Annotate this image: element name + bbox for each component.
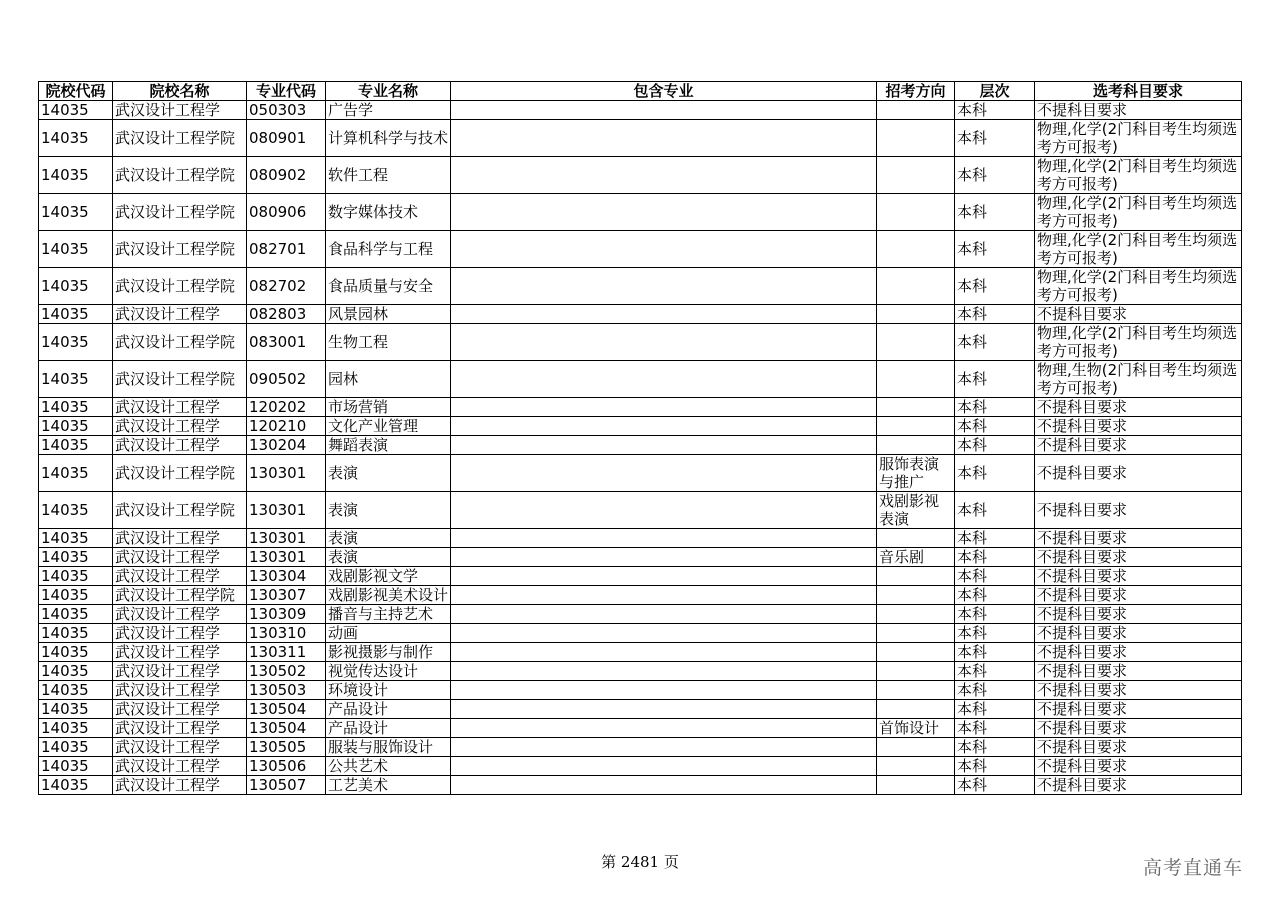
cell-subject-requirement: 不提科目要求 xyxy=(1035,719,1242,738)
cell-major-name: 戏剧影视文学 xyxy=(326,567,451,586)
cell-level: 本科 xyxy=(955,624,1035,643)
cell-direction xyxy=(877,624,955,643)
cell-school-code: 14035 xyxy=(39,757,113,776)
table-row xyxy=(39,436,1242,455)
col-header-school-name: 院校名称 xyxy=(113,82,247,101)
cell-direction xyxy=(877,101,955,120)
cell-major-code: 130504 xyxy=(247,700,326,719)
table-row xyxy=(39,194,1242,231)
table-row xyxy=(39,492,1242,529)
cell-major-name: 产品设计 xyxy=(326,719,451,738)
cell-school-name: 武汉设计工程学 xyxy=(113,681,247,700)
cell-school-name: 武汉设计工程学 xyxy=(113,567,247,586)
cell-direction: 戏剧影视表演 xyxy=(877,492,955,529)
cell-school-code: 14035 xyxy=(39,681,113,700)
cell-direction: 首饰设计 xyxy=(877,719,955,738)
cell-school-name: 武汉设计工程学院 xyxy=(113,361,247,398)
cell-major-code: 130304 xyxy=(247,567,326,586)
cell-direction xyxy=(877,586,955,605)
cell-major-code: 130507 xyxy=(247,776,326,795)
cell-school-name: 武汉设计工程学院 xyxy=(113,586,247,605)
cell-school-name: 武汉设计工程学 xyxy=(113,101,247,120)
cell-major-code: 130301 xyxy=(247,455,326,492)
cell-included-majors xyxy=(451,157,877,194)
cell-subject-requirement: 不提科目要求 xyxy=(1035,417,1242,436)
cell-school-code: 14035 xyxy=(39,120,113,157)
cell-included-majors xyxy=(451,268,877,305)
cell-level: 本科 xyxy=(955,305,1035,324)
cell-direction xyxy=(877,605,955,624)
cell-subject-requirement: 不提科目要求 xyxy=(1035,398,1242,417)
cell-major-code: 120210 xyxy=(247,417,326,436)
cell-direction xyxy=(877,700,955,719)
cell-direction xyxy=(877,305,955,324)
cell-school-code: 14035 xyxy=(39,548,113,567)
table-header xyxy=(39,82,1242,101)
cell-major-name: 表演 xyxy=(326,529,451,548)
cell-school-name: 武汉设计工程学院 xyxy=(113,194,247,231)
cell-school-name: 武汉设计工程学 xyxy=(113,398,247,417)
cell-direction: 音乐剧 xyxy=(877,548,955,567)
cell-school-name: 武汉设计工程学 xyxy=(113,305,247,324)
col-header-direction: 招考方向 xyxy=(877,82,955,101)
cell-school-name: 武汉设计工程学院 xyxy=(113,120,247,157)
cell-major-name: 工艺美术 xyxy=(326,776,451,795)
cell-major-code: 083001 xyxy=(247,324,326,361)
table-row xyxy=(39,624,1242,643)
table-row xyxy=(39,776,1242,795)
cell-school-name: 武汉设计工程学 xyxy=(113,776,247,795)
cell-major-code: 130311 xyxy=(247,643,326,662)
cell-school-code: 14035 xyxy=(39,643,113,662)
cell-major-code: 130310 xyxy=(247,624,326,643)
cell-included-majors xyxy=(451,305,877,324)
cell-major-code: 080901 xyxy=(247,120,326,157)
cell-major-name: 文化产业管理 xyxy=(326,417,451,436)
col-header-major-code: 专业代码 xyxy=(247,82,326,101)
cell-level: 本科 xyxy=(955,492,1035,529)
cell-level: 本科 xyxy=(955,643,1035,662)
cell-major-code: 130503 xyxy=(247,681,326,700)
cell-level: 本科 xyxy=(955,101,1035,120)
table-row xyxy=(39,662,1242,681)
cell-level: 本科 xyxy=(955,567,1035,586)
col-header-major-name: 专业名称 xyxy=(326,82,451,101)
cell-subject-requirement: 不提科目要求 xyxy=(1035,643,1242,662)
table-row xyxy=(39,605,1242,624)
cell-level: 本科 xyxy=(955,324,1035,361)
cell-school-name: 武汉设计工程学 xyxy=(113,719,247,738)
cell-major-name: 服装与服饰设计 xyxy=(326,738,451,757)
table-row xyxy=(39,268,1242,305)
cell-subject-requirement: 不提科目要求 xyxy=(1035,738,1242,757)
col-header-subject-requirement: 选考科目要求 xyxy=(1035,82,1242,101)
cell-included-majors xyxy=(451,548,877,567)
cell-school-name: 武汉设计工程学院 xyxy=(113,231,247,268)
cell-subject-requirement: 物理,化学(2门科目考生均须选考方可报考) xyxy=(1035,157,1242,194)
table-row xyxy=(39,101,1242,120)
cell-school-code: 14035 xyxy=(39,361,113,398)
cell-level: 本科 xyxy=(955,548,1035,567)
cell-direction xyxy=(877,417,955,436)
cell-direction xyxy=(877,361,955,398)
cell-major-name: 表演 xyxy=(326,455,451,492)
cell-direction xyxy=(877,436,955,455)
cell-major-code: 130506 xyxy=(247,757,326,776)
cell-level: 本科 xyxy=(955,586,1035,605)
cell-included-majors xyxy=(451,120,877,157)
cell-level: 本科 xyxy=(955,455,1035,492)
cell-included-majors xyxy=(451,757,877,776)
cell-school-name: 武汉设计工程学 xyxy=(113,662,247,681)
cell-direction xyxy=(877,231,955,268)
cell-level: 本科 xyxy=(955,700,1035,719)
cell-school-name: 武汉设计工程学 xyxy=(113,417,247,436)
cell-major-name: 环境设计 xyxy=(326,681,451,700)
cell-subject-requirement: 物理,化学(2门科目考生均须选考方可报考) xyxy=(1035,194,1242,231)
cell-included-majors xyxy=(451,101,877,120)
cell-major-name: 数字媒体技术 xyxy=(326,194,451,231)
cell-major-code: 130502 xyxy=(247,662,326,681)
table-row xyxy=(39,417,1242,436)
cell-subject-requirement: 物理,化学(2门科目考生均须选考方可报考) xyxy=(1035,231,1242,268)
cell-subject-requirement: 不提科目要求 xyxy=(1035,529,1242,548)
cell-major-code: 050303 xyxy=(247,101,326,120)
table-row xyxy=(39,681,1242,700)
cell-major-code: 080902 xyxy=(247,157,326,194)
cell-subject-requirement: 不提科目要求 xyxy=(1035,586,1242,605)
cell-direction: 服饰表演与推广 xyxy=(877,455,955,492)
cell-major-code: 080906 xyxy=(247,194,326,231)
cell-school-code: 14035 xyxy=(39,455,113,492)
cell-direction xyxy=(877,157,955,194)
cell-school-code: 14035 xyxy=(39,101,113,120)
cell-major-code: 082701 xyxy=(247,231,326,268)
cell-subject-requirement: 不提科目要求 xyxy=(1035,700,1242,719)
cell-included-majors xyxy=(451,776,877,795)
cell-subject-requirement: 物理,化学(2门科目考生均须选考方可报考) xyxy=(1035,324,1242,361)
cell-level: 本科 xyxy=(955,605,1035,624)
cell-included-majors xyxy=(451,643,877,662)
cell-level: 本科 xyxy=(955,268,1035,305)
table-row xyxy=(39,305,1242,324)
cell-direction xyxy=(877,268,955,305)
table-row xyxy=(39,586,1242,605)
cell-level: 本科 xyxy=(955,194,1035,231)
cell-included-majors xyxy=(451,662,877,681)
cell-level: 本科 xyxy=(955,120,1035,157)
cell-included-majors xyxy=(451,361,877,398)
cell-school-code: 14035 xyxy=(39,738,113,757)
cell-subject-requirement: 不提科目要求 xyxy=(1035,567,1242,586)
cell-included-majors xyxy=(451,455,877,492)
cell-subject-requirement: 不提科目要求 xyxy=(1035,101,1242,120)
cell-included-majors xyxy=(451,719,877,738)
cell-direction xyxy=(877,757,955,776)
cell-direction xyxy=(877,662,955,681)
cell-subject-requirement: 物理,化学(2门科目考生均须选考方可报考) xyxy=(1035,268,1242,305)
table-row xyxy=(39,455,1242,492)
cell-school-code: 14035 xyxy=(39,305,113,324)
cell-included-majors xyxy=(451,529,877,548)
cell-school-name: 武汉设计工程学院 xyxy=(113,455,247,492)
cell-included-majors xyxy=(451,567,877,586)
cell-level: 本科 xyxy=(955,436,1035,455)
cell-direction xyxy=(877,681,955,700)
cell-school-code: 14035 xyxy=(39,776,113,795)
cell-subject-requirement: 不提科目要求 xyxy=(1035,436,1242,455)
cell-included-majors xyxy=(451,436,877,455)
cell-subject-requirement: 不提科目要求 xyxy=(1035,624,1242,643)
cell-major-code: 130301 xyxy=(247,529,326,548)
cell-major-name: 软件工程 xyxy=(326,157,451,194)
cell-direction xyxy=(877,643,955,662)
cell-school-code: 14035 xyxy=(39,436,113,455)
cell-major-name: 表演 xyxy=(326,548,451,567)
table-row xyxy=(39,231,1242,268)
cell-major-code: 090502 xyxy=(247,361,326,398)
cell-school-name: 武汉设计工程学 xyxy=(113,436,247,455)
cell-major-name: 市场营销 xyxy=(326,398,451,417)
cell-direction xyxy=(877,120,955,157)
cell-major-name: 产品设计 xyxy=(326,700,451,719)
cell-major-code: 120202 xyxy=(247,398,326,417)
cell-included-majors xyxy=(451,605,877,624)
admission-table xyxy=(38,81,1242,795)
cell-level: 本科 xyxy=(955,361,1035,398)
table-row xyxy=(39,324,1242,361)
cell-school-code: 14035 xyxy=(39,605,113,624)
cell-school-name: 武汉设计工程学院 xyxy=(113,268,247,305)
cell-major-name: 食品科学与工程 xyxy=(326,231,451,268)
cell-level: 本科 xyxy=(955,398,1035,417)
cell-level: 本科 xyxy=(955,738,1035,757)
cell-included-majors xyxy=(451,417,877,436)
cell-included-majors xyxy=(451,231,877,268)
cell-major-name: 风景园林 xyxy=(326,305,451,324)
cell-subject-requirement: 物理,生物(2门科目考生均须选考方可报考) xyxy=(1035,361,1242,398)
cell-school-code: 14035 xyxy=(39,157,113,194)
header-row xyxy=(39,82,1242,101)
cell-level: 本科 xyxy=(955,757,1035,776)
cell-major-name: 表演 xyxy=(326,492,451,529)
cell-school-code: 14035 xyxy=(39,492,113,529)
cell-major-name: 公共艺术 xyxy=(326,757,451,776)
table-row xyxy=(39,120,1242,157)
col-header-level: 层次 xyxy=(955,82,1035,101)
cell-school-code: 14035 xyxy=(39,719,113,738)
cell-subject-requirement: 不提科目要求 xyxy=(1035,776,1242,795)
cell-level: 本科 xyxy=(955,157,1035,194)
cell-major-name: 播音与主持艺术 xyxy=(326,605,451,624)
cell-direction xyxy=(877,194,955,231)
cell-school-code: 14035 xyxy=(39,268,113,305)
cell-included-majors xyxy=(451,681,877,700)
cell-school-code: 14035 xyxy=(39,529,113,548)
cell-school-code: 14035 xyxy=(39,398,113,417)
cell-major-name: 生物工程 xyxy=(326,324,451,361)
cell-school-name: 武汉设计工程学 xyxy=(113,548,247,567)
table-row xyxy=(39,700,1242,719)
cell-major-code: 130505 xyxy=(247,738,326,757)
cell-subject-requirement: 不提科目要求 xyxy=(1035,305,1242,324)
cell-major-code: 130204 xyxy=(247,436,326,455)
cell-school-code: 14035 xyxy=(39,662,113,681)
cell-school-code: 14035 xyxy=(39,231,113,268)
cell-level: 本科 xyxy=(955,662,1035,681)
cell-school-name: 武汉设计工程学 xyxy=(113,700,247,719)
cell-included-majors xyxy=(451,398,877,417)
cell-school-name: 武汉设计工程学 xyxy=(113,529,247,548)
cell-included-majors xyxy=(451,700,877,719)
table-row xyxy=(39,719,1242,738)
cell-level: 本科 xyxy=(955,529,1035,548)
cell-subject-requirement: 不提科目要求 xyxy=(1035,455,1242,492)
table-row xyxy=(39,757,1242,776)
cell-major-name: 园林 xyxy=(326,361,451,398)
cell-subject-requirement: 不提科目要求 xyxy=(1035,757,1242,776)
cell-level: 本科 xyxy=(955,231,1035,268)
cell-school-code: 14035 xyxy=(39,324,113,361)
cell-major-name: 广告学 xyxy=(326,101,451,120)
cell-included-majors xyxy=(451,324,877,361)
table-row xyxy=(39,398,1242,417)
cell-major-code: 130301 xyxy=(247,492,326,529)
cell-direction xyxy=(877,324,955,361)
table-body xyxy=(39,101,1242,795)
cell-level: 本科 xyxy=(955,681,1035,700)
cell-school-name: 武汉设计工程学院 xyxy=(113,492,247,529)
cell-school-name: 武汉设计工程学 xyxy=(113,624,247,643)
cell-major-name: 食品质量与安全 xyxy=(326,268,451,305)
cell-school-name: 武汉设计工程学院 xyxy=(113,324,247,361)
table-row xyxy=(39,567,1242,586)
table-row xyxy=(39,157,1242,194)
table-row xyxy=(39,529,1242,548)
cell-major-name: 动画 xyxy=(326,624,451,643)
cell-direction xyxy=(877,776,955,795)
page-number: 第 2481 页 xyxy=(601,853,679,871)
cell-direction xyxy=(877,398,955,417)
cell-included-majors xyxy=(451,194,877,231)
cell-school-code: 14035 xyxy=(39,567,113,586)
cell-level: 本科 xyxy=(955,417,1035,436)
cell-school-name: 武汉设计工程学 xyxy=(113,643,247,662)
cell-school-name: 武汉设计工程学院 xyxy=(113,157,247,194)
col-header-included-majors: 包含专业 xyxy=(451,82,877,101)
cell-subject-requirement: 不提科目要求 xyxy=(1035,605,1242,624)
cell-school-code: 14035 xyxy=(39,417,113,436)
cell-subject-requirement: 物理,化学(2门科目考生均须选考方可报考) xyxy=(1035,120,1242,157)
cell-school-name: 武汉设计工程学 xyxy=(113,605,247,624)
cell-subject-requirement: 不提科目要求 xyxy=(1035,548,1242,567)
cell-school-code: 14035 xyxy=(39,194,113,231)
cell-direction xyxy=(877,567,955,586)
cell-included-majors xyxy=(451,492,877,529)
cell-level: 本科 xyxy=(955,776,1035,795)
table-row xyxy=(39,643,1242,662)
cell-major-code: 130301 xyxy=(247,548,326,567)
table-row xyxy=(39,361,1242,398)
cell-included-majors xyxy=(451,586,877,605)
cell-included-majors xyxy=(451,624,877,643)
cell-school-code: 14035 xyxy=(39,624,113,643)
cell-school-name: 武汉设计工程学 xyxy=(113,738,247,757)
cell-major-name: 戏剧影视美术设计 xyxy=(326,586,451,605)
cell-major-code: 130307 xyxy=(247,586,326,605)
cell-subject-requirement: 不提科目要求 xyxy=(1035,681,1242,700)
cell-direction xyxy=(877,738,955,757)
cell-major-name: 计算机科学与技术 xyxy=(326,120,451,157)
cell-major-code: 130504 xyxy=(247,719,326,738)
cell-school-code: 14035 xyxy=(39,700,113,719)
cell-subject-requirement: 不提科目要求 xyxy=(1035,662,1242,681)
cell-direction xyxy=(877,529,955,548)
cell-subject-requirement: 不提科目要求 xyxy=(1035,492,1242,529)
col-header-school-code: 院校代码 xyxy=(39,82,113,101)
cell-major-code: 082803 xyxy=(247,305,326,324)
cell-school-name: 武汉设计工程学 xyxy=(113,757,247,776)
cell-school-code: 14035 xyxy=(39,586,113,605)
cell-major-code: 130309 xyxy=(247,605,326,624)
watermark-brand: 高考直通车 xyxy=(1143,857,1244,879)
cell-major-name: 视觉传达设计 xyxy=(326,662,451,681)
cell-included-majors xyxy=(451,738,877,757)
table-row xyxy=(39,738,1242,757)
cell-major-name: 影视摄影与制作 xyxy=(326,643,451,662)
cell-level: 本科 xyxy=(955,719,1035,738)
cell-major-name: 舞蹈表演 xyxy=(326,436,451,455)
table-row xyxy=(39,548,1242,567)
cell-major-code: 082702 xyxy=(247,268,326,305)
